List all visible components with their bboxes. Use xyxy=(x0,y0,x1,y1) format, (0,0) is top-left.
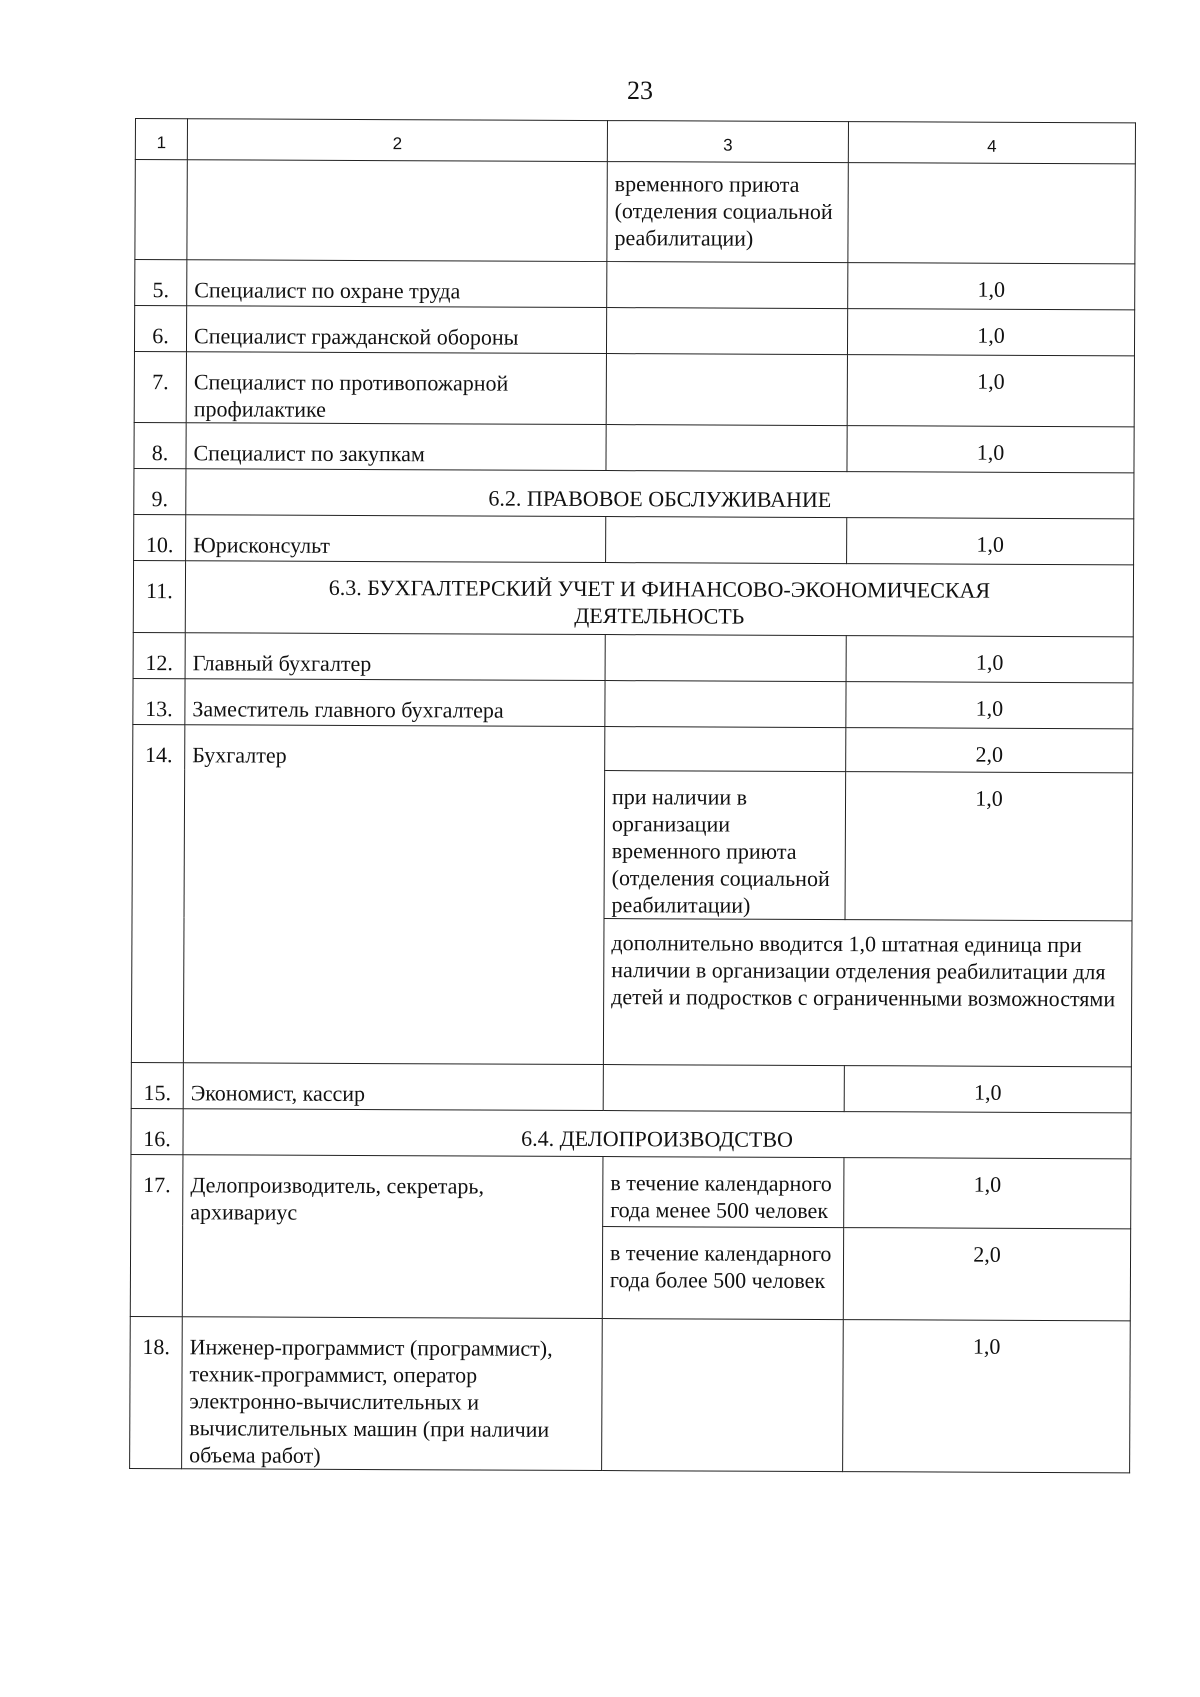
quantity-cell: 1,0 xyxy=(845,772,1133,921)
position-name: Специалист по закупкам xyxy=(186,423,606,471)
position-name: Экономист, кассир xyxy=(183,1063,603,1111)
staffing-table xyxy=(129,118,1136,1473)
table-row xyxy=(130,1316,1131,1472)
condition-cell xyxy=(603,1065,844,1112)
header-col-4: 4 xyxy=(848,122,1135,164)
position-name: Бухгалтер xyxy=(183,725,604,1065)
position-name: Делопроизводитель, секретарь, архивариус xyxy=(182,1155,603,1319)
condition-cell xyxy=(605,681,846,728)
position-name: Главный бухгалтер xyxy=(185,633,605,681)
position-name xyxy=(187,160,607,262)
position-name: Специалист гражданской обороны xyxy=(186,306,606,354)
quantity-cell: 1,0 xyxy=(847,309,1134,356)
position-name: Специалист по охране труда xyxy=(187,260,607,308)
table-row xyxy=(135,160,1135,264)
table-row xyxy=(133,678,1133,728)
row-number: 18. xyxy=(130,1316,183,1468)
table-row xyxy=(131,1154,1131,1228)
quantity-cell: 1,0 xyxy=(847,518,1134,565)
position-name: Юрисконсульт xyxy=(186,515,606,563)
row-number: 9. xyxy=(134,468,186,514)
quantity-cell: 1,0 xyxy=(847,355,1134,427)
row-number: 10. xyxy=(134,514,186,560)
row-number: 14. xyxy=(131,724,184,1062)
header-col-3: 3 xyxy=(607,121,848,163)
quantity-cell: 1,0 xyxy=(844,1066,1131,1113)
header-row xyxy=(135,119,1135,164)
section-row xyxy=(133,560,1133,636)
condition-cell xyxy=(605,635,846,682)
row-number xyxy=(135,160,187,260)
section-row xyxy=(131,1108,1131,1158)
position-name: Специалист по противопожарной профилактике xyxy=(186,352,606,425)
section-row xyxy=(134,468,1134,518)
condition-cell xyxy=(606,517,847,564)
staffing-table-sheet xyxy=(129,118,1135,1473)
position-name: Заместитель главного бухгалтера xyxy=(185,679,605,727)
row-number: 6. xyxy=(134,306,186,352)
section-title: 6.4. ДЕЛОПРОИЗВОДСТВО xyxy=(183,1109,1131,1159)
row-number: 13. xyxy=(133,678,185,724)
row-number: 11. xyxy=(133,560,185,632)
condition-cell: в течение календарного года менее 500 человек xyxy=(603,1157,844,1228)
condition-cell xyxy=(602,1319,844,1472)
condition-cell xyxy=(606,425,847,472)
table-row xyxy=(133,632,1133,682)
quantity-cell: 1,0 xyxy=(844,1158,1131,1229)
table-row xyxy=(133,724,1133,772)
table-row xyxy=(134,514,1134,564)
table-row xyxy=(134,351,1134,426)
section-title: 6.3. БУХГАЛТЕРСКИЙ УЧЕТ И ФИНАНСОВО-ЭКОНОМИЧЕСКАЯ ДЕЯТЕЛЬНОСТЬ xyxy=(185,561,1133,637)
table-row xyxy=(131,1062,1131,1112)
header-col-1: 1 xyxy=(135,119,187,160)
quantity-cell: 2,0 xyxy=(843,1228,1130,1321)
row-number: 15. xyxy=(131,1062,183,1108)
condition-cell xyxy=(607,262,848,309)
condition-cell xyxy=(606,354,847,426)
quantity-cell: 2,0 xyxy=(846,728,1133,773)
row-number: 12. xyxy=(133,632,185,678)
condition-cell: временного приюта (отделения социальной реабилитации) xyxy=(607,162,848,263)
header-col-2: 2 xyxy=(187,119,607,162)
row-number: 16. xyxy=(131,1108,183,1154)
row-number: 8. xyxy=(134,422,186,468)
quantity-cell: 1,0 xyxy=(847,426,1134,473)
position-name: Инженер-программист (программист), техник-программист, оператор электронно-вычислительных и вычислительных машин (при наличии объема работ) xyxy=(182,1317,603,1471)
quantity-cell: 1,0 xyxy=(848,263,1135,310)
page-number: 23 xyxy=(627,76,653,105)
row-number: 7. xyxy=(134,351,186,422)
section-title: 6.2. ПРАВОВОЕ ОБСЛУЖИВАНИЕ xyxy=(186,469,1134,519)
table-row xyxy=(134,306,1134,356)
condition-cell: при наличии в организации временного приюта (отделения социальной реабилитации) xyxy=(604,771,846,920)
table-row xyxy=(134,422,1134,472)
quantity-cell: 1,0 xyxy=(846,682,1133,729)
quantity-cell xyxy=(848,163,1135,264)
row-number: 17. xyxy=(130,1154,183,1316)
table-row xyxy=(135,260,1135,310)
row-number: 5. xyxy=(135,260,187,306)
condition-cell xyxy=(606,308,847,355)
quantity-cell: 1,0 xyxy=(846,636,1133,683)
condition-cell xyxy=(605,727,846,772)
note-cell: дополнительно вводится 1,0 штатная единица при наличии в организации отделения реабилитации для детей и подростков с ограниченными возможностями xyxy=(603,919,1132,1067)
quantity-cell: 1,0 xyxy=(843,1320,1131,1473)
condition-cell: в течение календарного года более 500 человек xyxy=(602,1227,843,1320)
